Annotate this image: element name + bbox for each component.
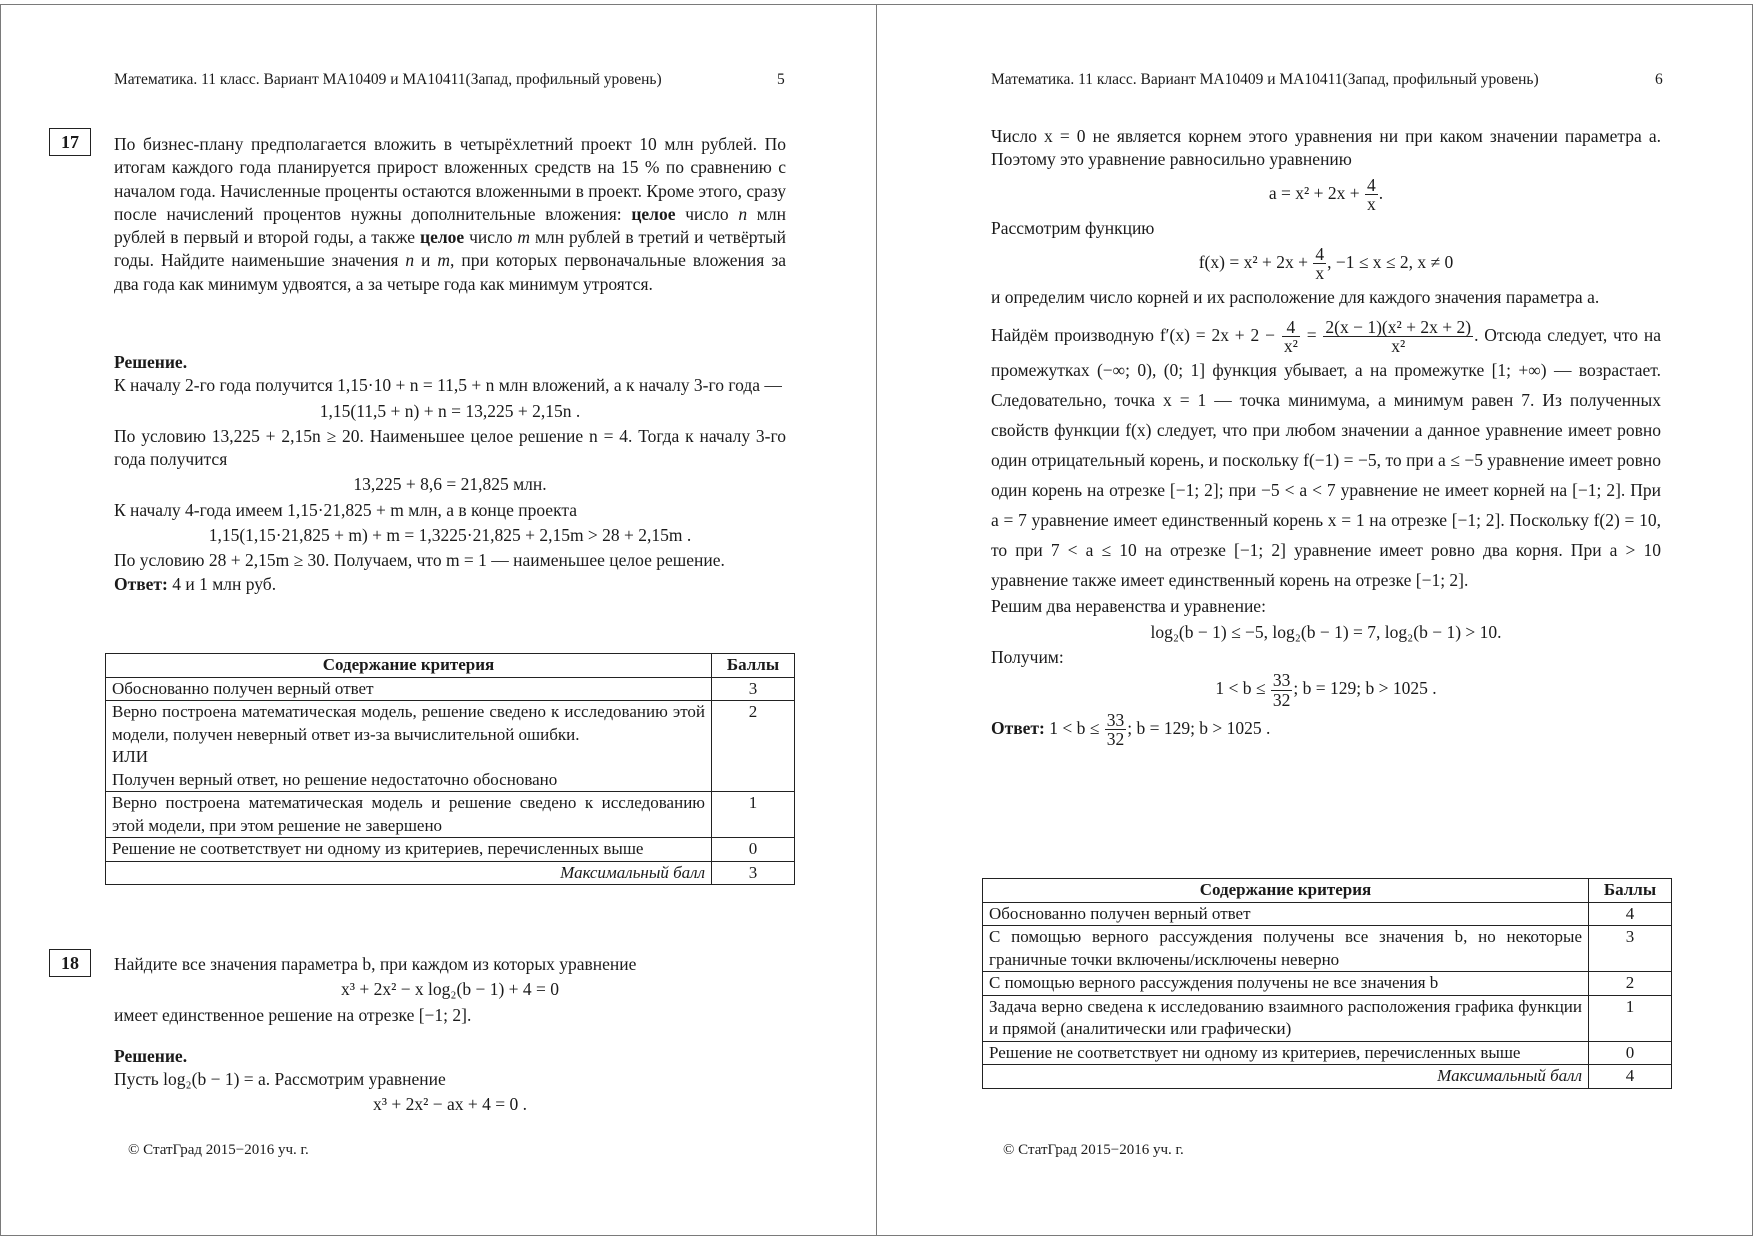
page-header [114,71,785,89]
solution-step: К началу 4-года имеем 1,15·21,825 + m млн, а в конце проекта [114,499,577,520]
table-row: Верно построена математическая модель и решение сведено к исследованию этой модели, при этом решение не завершено 1 [106,792,795,838]
table-row: Верно построена математическая модель, решение сведено к исследованию этой модели, получен неверный ответ из-за вычислительной ошибки. ИЛИ Получен верный ответ, но решение недостаточно обосновано 2 [106,701,795,792]
solution-step: По условию 13,225 + 2,15n ≥ 20. Наименьшее целое решение n = 4. Тогда к началу 3-го года получится [114,425,786,470]
task18 [114,953,786,1119]
table-row-max: Максимальный балл 4 [983,1065,1672,1089]
table-row: Решение не соответствует ни одному из критериев, перечисленных выше 0 [106,838,795,862]
criteria-table-17 [105,653,795,885]
page-footer: © СтатГрад 2015−2016 уч. г. [128,1142,309,1158]
formula: 13,225 + 8,6 = 21,825 млн. [353,474,547,495]
task18-continuation [991,125,1661,749]
formula: a = x² + 2x + $\frac{4}{x}$ . [1268,174,1384,214]
header-text: Математика. 11 класс. Вариант МА10409 и МА10411(Запад, профильный уровень) [114,71,662,88]
page-header [991,71,1663,89]
table-header-points: Баллы [1589,879,1672,903]
task18-condition: Найдите все значения параметра b, при каждом из которых уравнение [114,954,637,974]
table-row: Обоснованно получен верный ответ 3 [106,677,795,701]
table-row: Решение не соответствует ни одному из критериев, перечисленных выше 0 [983,1041,1672,1065]
paragraph: и определим число корней и их расположение для каждого значения параметра a. [991,287,1600,308]
formula: 1 < b ≤ $\frac{33}{32}$ ; b = 129; b > 1025 . [1215,670,1437,710]
formula: 1,15(1,15·21,825 + m) + m = 1,3225·21,825 + 2,15m > 28 + 2,15m . [208,525,692,546]
task17-solution [114,351,786,596]
task18-condition: имеет единственное решение на отрезке [−1; 2]. [114,1004,472,1025]
answer: Ответ: 4 и 1 млн руб. [114,573,277,594]
answer: Ответ: 1 < b ≤ $\frac{33}{32}$ ; b = 129; b > 1025 . [991,710,1271,750]
formula: log₂(b − 1) ≤ −5, log₂(b − 1) = 7, log₂(b − 1) > 10. [1150,621,1502,642]
paragraph: Рассмотрим функцию [991,218,1155,239]
paragraph: Получим: [991,647,1064,668]
page-right [876,4,1753,1236]
formula: x³ + 2x² − x log₂(b − 1) + 4 = 0 [340,979,560,1000]
page-number: 6 [1655,71,1663,88]
solution-step: К началу 2-го года получится 1,15·10 + n = 11,5 + n млн вложений, а к началу 3-го года — [114,375,782,396]
criteria-table-18 [982,878,1672,1089]
paragraph: Найдём производную f′(x) = 2x + 2 − $\frac{4}{\text{x²}}$ = $\frac{\text{2(x − 1)(x² + 2x + 2)}}{\text{x²}}$ . Отсюда следует, что на промежутках (−∞; 0), (0; 1] функция убывает, а на промежутке [1; +∞) — возрастает. Следовательно, точка x = 1 — точка минимума, а минимум равен 7. Из полученных свойств функции f(x) следует, что при любом значении a данное уравнение имеет ровно один отрицательный корень, и поскольку f(−1) = −5, то при a ≤ −5 уравнение имеет ровно один корень на отрезке [−1; 2]; при −5 < a < 7 уравнение не имеет корней на [−1; 2]. При a = 7 уравнение имеет единственный корень x = 1 на отрезке [−1; 2]. Поскольку f(2) = 10, то при 7 < a ≤ 10 на отрезке [−1; 2] уравнение имеет ровно два корня. При a > 10 уравнение также имеет единственный корень на отрезке [−1; 2]. [991,316,1661,591]
task17-condition: По бизнес-плану предполагается вложить в четырёхлетний проект 10 млн рублей. По итогам каждого года планируется прирост вложенных средств на 15 % по сравнению с началом года. Начисленные проценты остаются вложенными в проект. Кроме этого, сразу после начислений процентов нужны дополнительные вложения: целое число n млн рублей в первый и второй годы, а также целое число m млн рублей в третий и четвёртый годы. Найдите наименьшие значения n и m, при которых первоначальные вложения за два года как минимум удвоятся, а за четыре года как минимум утроятся. [114,134,787,294]
table-header-criteria: Содержание критерия [983,879,1589,903]
task-number-18: 18 [49,949,91,977]
table-header-points: Баллы [712,654,795,678]
formula: 1,15(11,5 + n) + n = 13,225 + 2,15n . [319,400,581,421]
task-number-17: 17 [49,128,91,156]
page-footer: © СтатГрад 2015−2016 уч. г. [1003,1142,1184,1158]
header-text: Математика. 11 класс. Вариант МА10409 и МА10411(Запад, профильный уровень) [991,71,1539,88]
solution-step: Пусть log₂(b − 1) = a. Рассмотрим уравнение [114,1069,446,1090]
table-row-max: Максимальный балл 3 [106,861,795,885]
formula: x³ + 2x² − ax + 4 = 0 . [373,1094,527,1115]
page-left [0,4,877,1236]
solution-title: Решение. [114,352,188,372]
table-row: С помощью верного рассуждения получены все значения b, но некоторые граничные точки включены/исключены неверно 3 [983,926,1672,972]
solution-title: Решение. [114,1045,188,1066]
paragraph: Число x = 0 не является корнем этого уравнения ни при каком значении параметра a. Поэтому это уравнение равносильно уравнению [991,126,1661,170]
solution-step: По условию 28 + 2,15m ≥ 30. Получаем, что m = 1 — наименьшее целое решение. [114,550,725,571]
table-row: Задача верно сведена к исследованию взаимного расположения графика функции и прямой (аналитически или графически) 1 [983,995,1672,1041]
table-header-criteria: Содержание критерия [106,654,712,678]
formula: f(x) = x² + 2x + $\frac{4}{x}$ , −1 ≤ x ≤ 2, x ≠ 0 [1198,243,1454,284]
table-row: С помощью верного рассуждения получены не все значения b 2 [983,972,1672,996]
paragraph: Решим два неравенства и уравнение: [991,596,1266,617]
page-number: 5 [777,71,785,88]
table-row: Обоснованно получен верный ответ 4 [983,902,1672,926]
